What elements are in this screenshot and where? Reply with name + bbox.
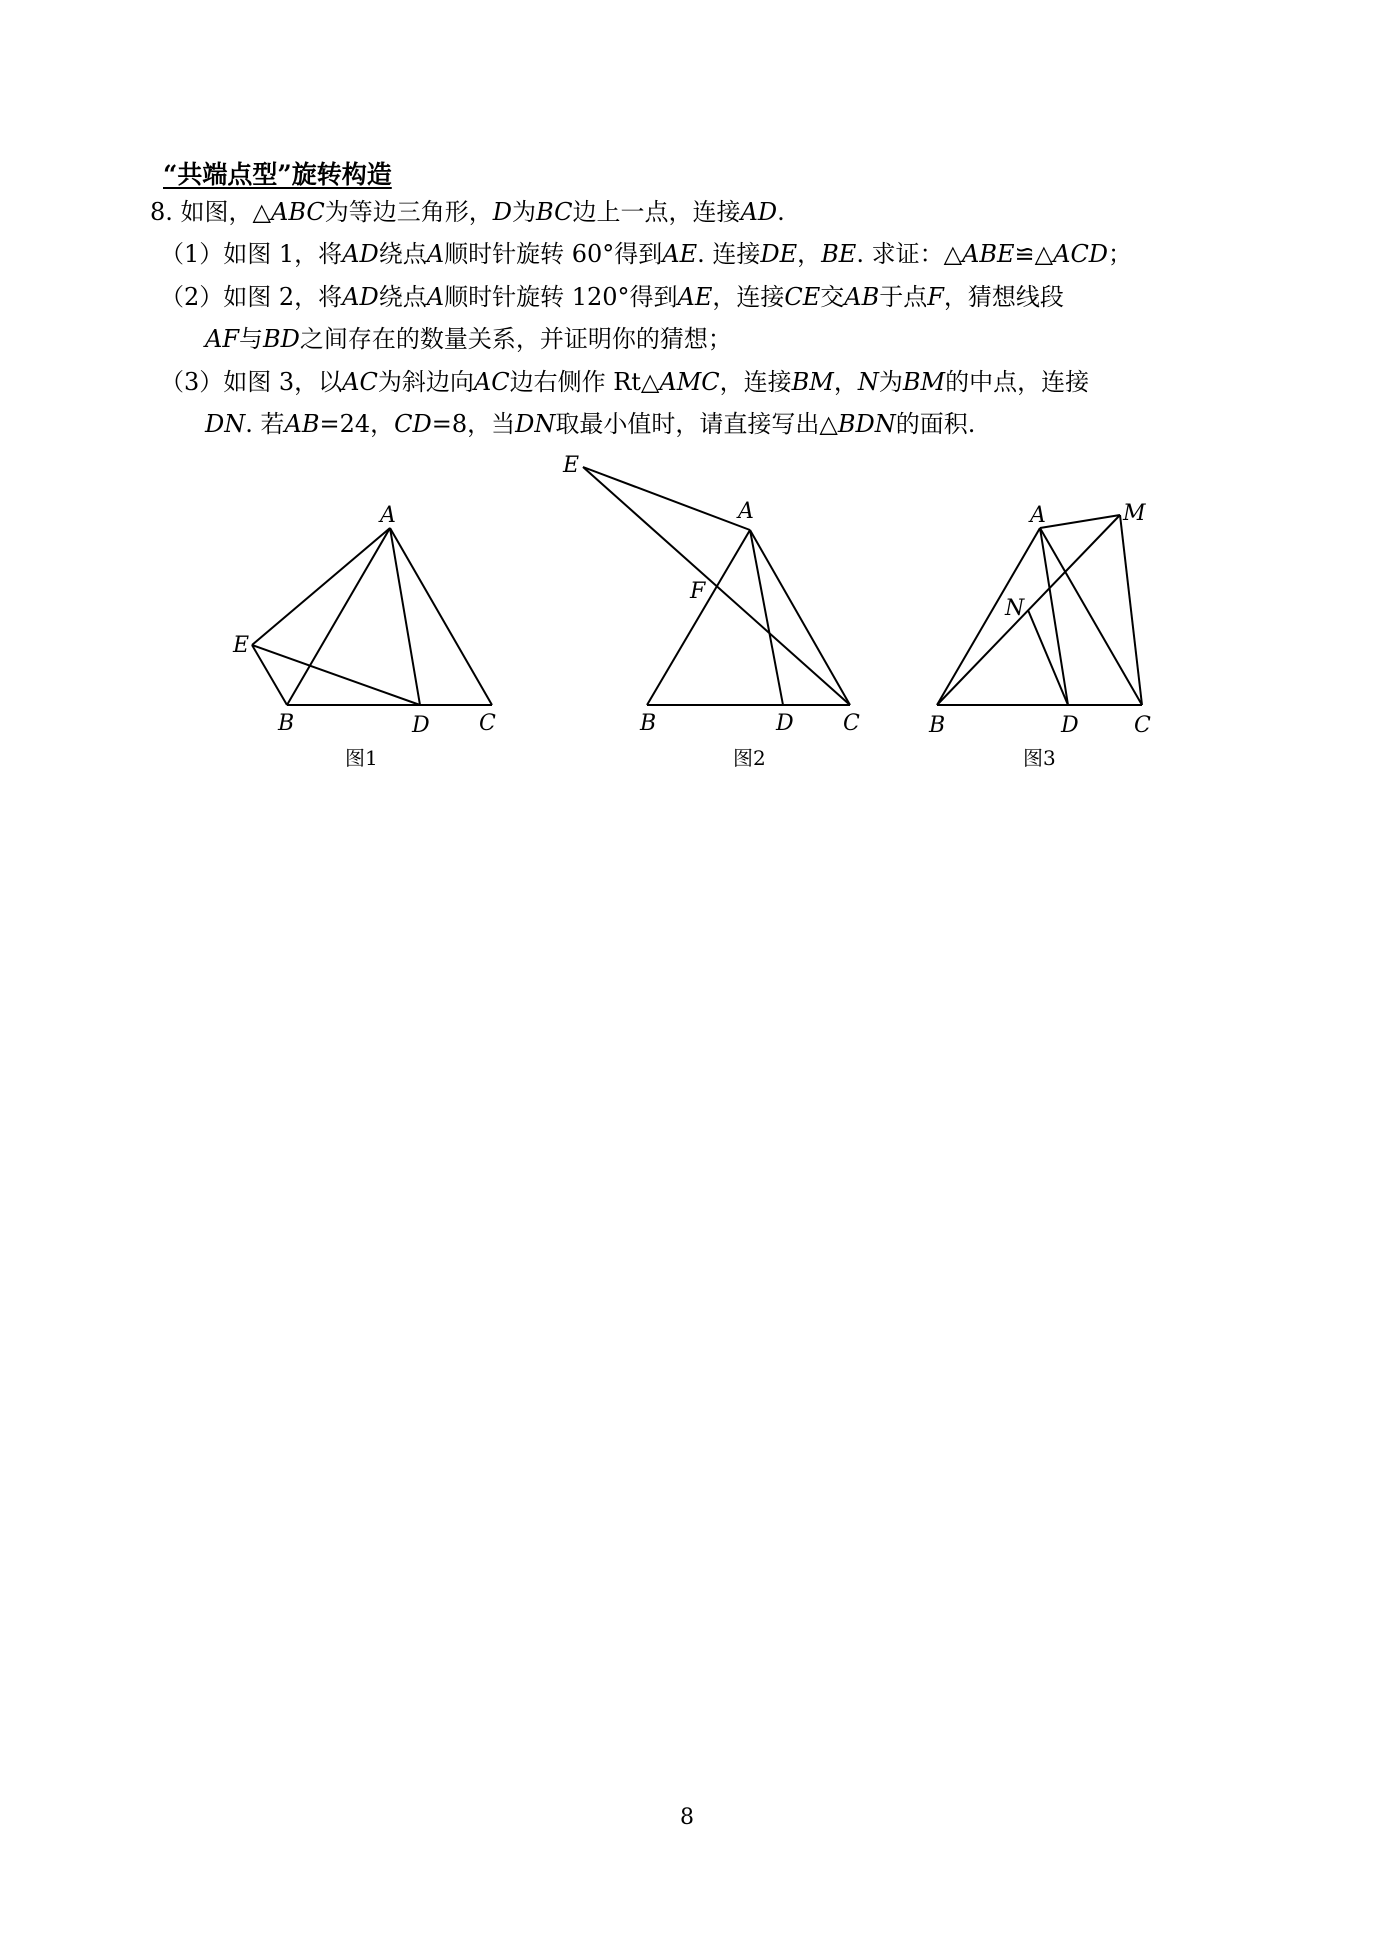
fig3-label-a: A [1030,503,1046,528]
geometry-figures [0,440,1374,780]
fig2-segment-ad [750,530,783,705]
fig1-label-c: C [479,711,496,736]
fig2-segment-ac [750,530,850,705]
fig3-segment-ac [1040,528,1142,705]
fig3-label-m: M [1123,501,1146,526]
fig1-segment-ae [252,528,390,645]
fig1-label-a: A [380,503,396,528]
fig2-label-b: B [640,711,657,736]
problem-part-1: （1）如图 1，将AD绕点A顺时针旋转 60°得到AE. 连接DE，BE. 求证：△ABE≌△ACD； [160,240,1133,268]
problem-part-3: （3）如图 3，以AC为斜边向AC边右侧作 Rt△AMC，连接BM，N为BM的中点，连接 [160,368,1090,396]
page-number: 8 [680,1805,694,1830]
fig3-label-d: D [1061,713,1079,738]
fig3-caption: 图3 [1023,746,1056,770]
fig2-label-f: F [690,579,706,604]
fig2-caption: 图2 [733,746,766,770]
figure-2 [583,467,850,705]
figure-1 [252,528,492,705]
fig2-segment-ab [647,530,750,705]
problem-part-2-continued: AF与BD之间存在的数量关系，并证明你的猜想； [205,325,732,353]
fig1-label-b: B [278,711,295,736]
fig2-label-c: C [843,711,860,736]
problem-part-2: （2）如图 2，将AD绕点A顺时针旋转 120°得到AE，连接CE交AB于点F，猜想线段 [160,283,1064,311]
problem-number: 8. [150,198,173,226]
fig2-label-a: A [738,499,754,524]
fig1-segment-eb [252,645,287,705]
fig3-segment-nd [1028,610,1068,705]
figure-3 [937,515,1142,705]
fig3-segment-mc [1120,515,1142,705]
fig1-caption: 图1 [345,746,378,770]
fig2-label-d: D [776,711,794,736]
section-title: “共端点型”旋转构造 [163,160,392,189]
fig3-label-c: C [1134,713,1151,738]
fig2-segment-ec [583,467,850,705]
fig1-segment-ed [252,645,420,705]
fig3-segment-ab [937,528,1040,705]
fig2-label-e: E [563,453,580,478]
problem-part-3-continued: DN. 若AB=24，CD=8，当DN取最小值时，请直接写出△BDN的面积. [205,410,976,438]
fig3-label-b: B [929,713,946,738]
problem-intro: 8. 如图，△ABC为等边三角形，D为BC边上一点，连接AD. [150,198,785,226]
fig2-segment-ae [583,467,750,530]
fig1-label-e: E [233,633,250,658]
fig1-segment-ab [287,528,390,705]
fig1-label-d: D [412,713,430,738]
fig3-label-n: N [1005,596,1025,621]
fig3-segment-ad [1040,528,1068,705]
